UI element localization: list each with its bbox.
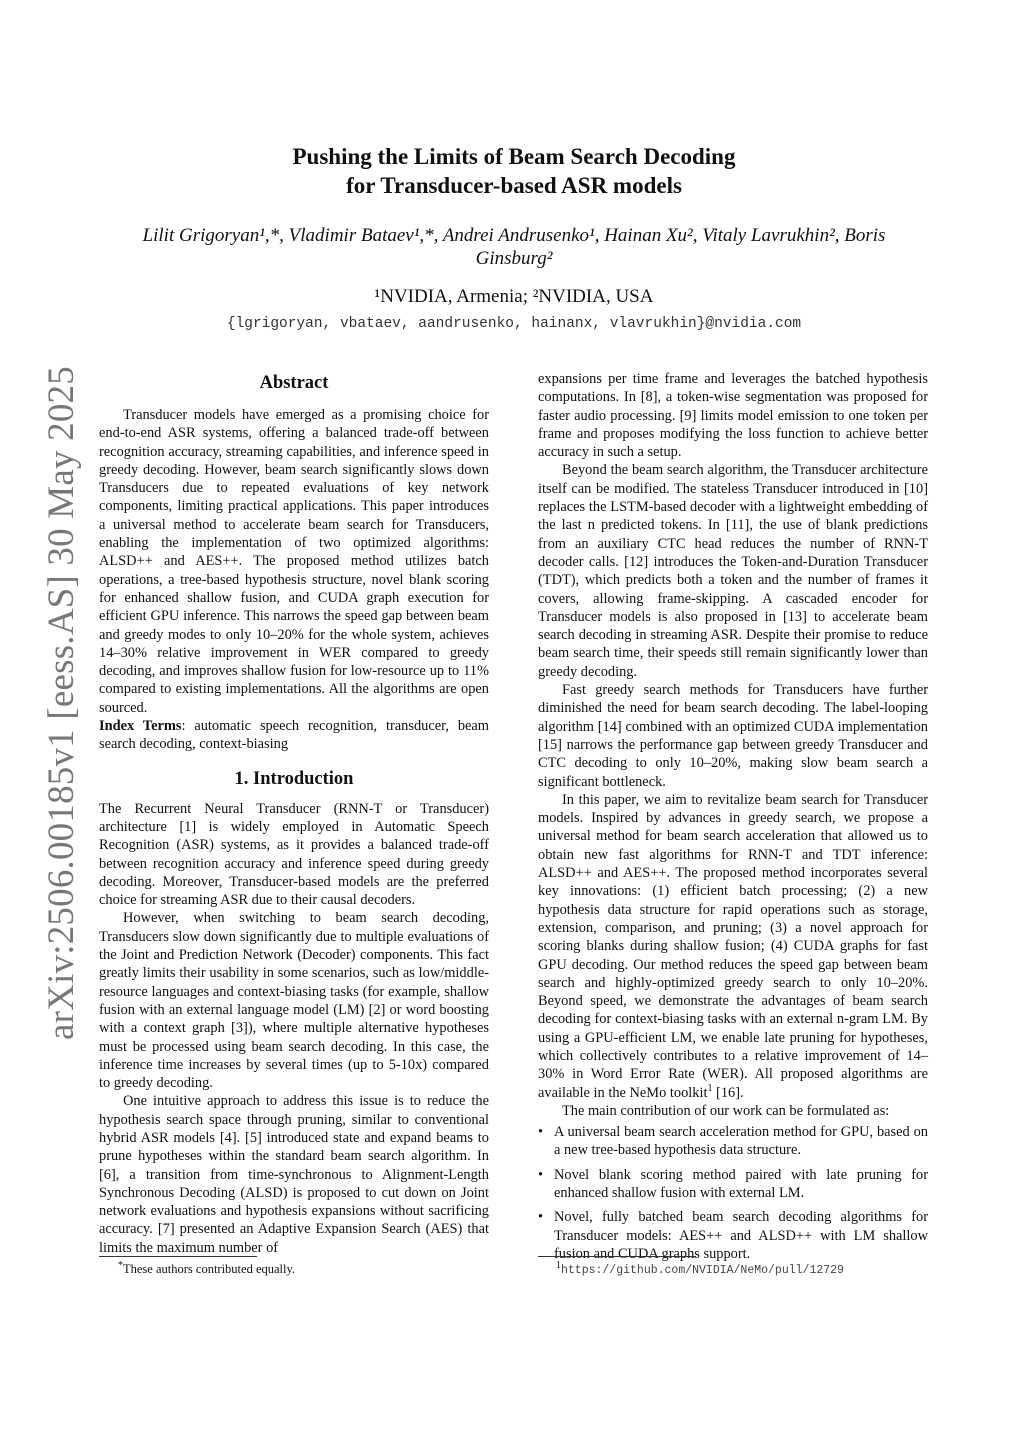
left-column bbox=[99, 370, 489, 1257]
contribution-text: Novel blank scoring method paired with late pruning for enhanced shallow fusion with external LM. bbox=[554, 1166, 928, 1202]
intro-paragraph-2: However, when switching to beam search decoding, Transducers slow down significantly due to multiple evaluations of the Joint and Prediction Network (Decoder) components. This fact greatly limits their usability in some scenarios, such as low/middle-resource languages and context-biasing tasks (for example, shallow fusion with an external language model (LM) [2] or word boosting with a context graph [3]), where multiple alternative hypotheses must be processed using beam search decoding. In this case, the inference time increases by several times (up to 5-10x) compared to greedy decoding. bbox=[99, 910, 489, 1092]
intro-paragraph-7-tail: [16]. bbox=[712, 1084, 744, 1101]
abstract-heading: Abstract bbox=[259, 373, 329, 393]
authors-line-1: Lilit Grigoryan¹,*, Vladimir Bataev¹,*, Andrei Andrusenko¹, Hainan Xu², Vitaly Lavrukhin², Boris bbox=[142, 225, 886, 246]
footnote-marker-1: 1 bbox=[707, 1082, 713, 1094]
intro-paragraph-7 bbox=[538, 791, 928, 1102]
author-list bbox=[100, 224, 928, 270]
bullet-icon: • bbox=[538, 1209, 544, 1226]
footnote-rule-left bbox=[99, 1256, 257, 1257]
arxiv-identifier-stamp: arXiv:2506.00185v1 [eess.AS] 30 May 2025 bbox=[41, 366, 82, 1040]
title-line-1: Pushing the Limits of Beam Search Decoding bbox=[292, 144, 736, 169]
intro-paragraph-6: Fast greedy search methods for Transducers have further diminished the need for beam search decoding. The label-looping algorithm [14] combined with an optimized CUDA implementation [15] narrows the performance gap between greedy Transducer and CTC decoding to only 10–20%, making slow beam search a significant bottleneck. bbox=[538, 682, 928, 790]
index-terms-text: : automatic speech recognition, transducer, beam search decoding, context-biasing bbox=[99, 718, 489, 753]
footnote-equal-contribution bbox=[118, 1259, 296, 1277]
abstract-text: Transducer models have emerged as a promising choice for end-to-end ASR systems, offering a balanced trade-off between recognition accuracy, streaming capabilities, and inference speed in greedy decoding. However, beam search significantly slows down Transducers due to repeated evaluations of key network components, limiting practical applications. This paper introduces a universal method to accelerate beam search for Transducers, enabling the implementation of two optimized algorithms: ALSD++ and AES++. The proposed method utilizes batch operations, a tree-based hypothesis structure, novel blank scoring for enhanced shallow fusion, and CUDA graph execution for efficient GPU inference. This narrows the speed gap between beam and greedy modes to only 10–20% for the whole system, achieves 14–30% relative improvement in WER compared to greedy decoding, and improves shallow fusion for low-resource up to 11% compared to existing implementations. All the algorithms are open sourced. bbox=[99, 407, 489, 716]
authors-line-2: Ginsburg² bbox=[475, 248, 553, 269]
bullet-icon: • bbox=[538, 1124, 544, 1141]
right-column bbox=[538, 370, 928, 1269]
introduction-heading: 1. Introduction bbox=[234, 768, 354, 789]
affiliations: ¹NVIDIA, Armenia; ²NVIDIA, USA bbox=[374, 286, 654, 307]
footnote-url bbox=[556, 1259, 844, 1277]
list-item bbox=[538, 1123, 928, 1160]
paper-title bbox=[100, 142, 928, 200]
intro-paragraph-3: One intuitive approach to address this issue is to reduce the hypothesis search space through pruning, similar to conventional hybrid ASR models [4]. [5] introduced state and expand beams to prune hypotheses within the standard beam search algorithm. In [6], a transition from time-synchronous to Alignment-Length Synchronous Decoding (ALSD) is proposed to cut down on Joint network evaluations and hypothesis expansions without sacrificing accuracy. [7] presented an Adaptive Expansion Search (AES) that limits the maximum number of bbox=[99, 1093, 489, 1256]
title-line-2: for Transducer-based ASR models bbox=[346, 173, 682, 198]
contribution-list bbox=[538, 1123, 928, 1263]
footnote-rule-right bbox=[538, 1256, 696, 1257]
list-item bbox=[538, 1166, 928, 1203]
contribution-text: Novel, fully batched beam search decoding algorithms for Transducer models: AES++ and ALSD++ with LM shallow fusion and CUDA graphs support. bbox=[554, 1209, 928, 1262]
author-emails: {lgrigoryan, vbataev, aandrusenko, hainanx, vlavrukhin}@nvidia.com bbox=[226, 316, 802, 332]
footnote-mark-1: 1 bbox=[556, 1259, 561, 1271]
contribution-text: A universal beam search acceleration method for GPU, based on a new tree-based hypothesis data structure. bbox=[554, 1124, 928, 1159]
bullet-icon: • bbox=[538, 1166, 544, 1183]
footnote-link[interactable]: https://github.com/NVIDIA/NeMo/pull/12729 bbox=[561, 1264, 844, 1277]
intro-paragraph-5: Beyond the beam search algorithm, the Transducer architecture itself can be modified. The stateless Transducer introduced in [10] replaces the LSTM-based decoder with a lightweight embedding of the last n predicted tokens. In [11], the use of blank predictions from an auxiliary CTC head reduces the number of RNN-T decoder calls. [12] introduces the Token-and-Duration Transducer (TDT), which predicts both a token and the number of frames it covers, allowing frame-skipping. A cascaded encoder for Transducer models is also proposed in [13] to accelerate beam search decoding in streaming ASR. Despite their promise to reduce beam search time, their speeds still remain significantly lower than greedy decoding. bbox=[538, 462, 928, 680]
intro-paragraph-4: expansions per time frame and leverages the batched hypothesis computations. In [8], a token-wise segmentation was proposed for faster audio processing. [9] limits model emission to one token per frame and proposes modifying the loss function to achieve better accuracy in such a setup. bbox=[538, 371, 928, 461]
intro-paragraph-7-text: In this paper, we aim to revitalize beam search for Transducer models. Inspired by advances in greedy search, we propose a universal method for beam search acceleration that allowed us to obtain new fast algorithms for RNN-T and TDT inference: ALSD++ and AES++. The proposed method incorporates several key innovations: (1) efficient batch processing; (2) a new hypothesis data structure for rapid operations such as storage, extension, comparison, and pruning; (3) a novel approach for scoring blanks during shallow fusion; (4) CUDA graphs for fast GPU decoding. Our method reduces the speed gap between beam search and highly-optimized greedy search to only 10–20%. Beyond speed, we demonstrate the advantages of beam search decoding for context-biasing tasks with an external n-gram LM. By using a GPU-efficient LM, we enable late pruning for hypotheses, which collectively contributes to a relative improvement of 14–30% in Word Error Rate (WER). All proposed algorithms are available in the NeMo toolkit bbox=[538, 791, 928, 1101]
index-terms bbox=[99, 717, 489, 754]
intro-paragraph-1: The Recurrent Neural Transducer (RNN-T or Transducer) architecture [1] is widely employed in Automatic Speech Recognition (ASR) systems, as it provides a balanced trade-off between recognition accuracy and inference speed during greedy decoding. Moreover, Transducer-based models are the preferred choice for streaming ASR due to their causal decoders. bbox=[99, 800, 489, 909]
footnote-text: These authors contributed equally. bbox=[123, 1262, 296, 1276]
footnote-mark-asterisk: * bbox=[118, 1259, 123, 1271]
intro-paragraph-8: The main contribution of our work can be formulated as: bbox=[562, 1102, 890, 1119]
index-terms-label: Index Terms bbox=[99, 718, 182, 735]
